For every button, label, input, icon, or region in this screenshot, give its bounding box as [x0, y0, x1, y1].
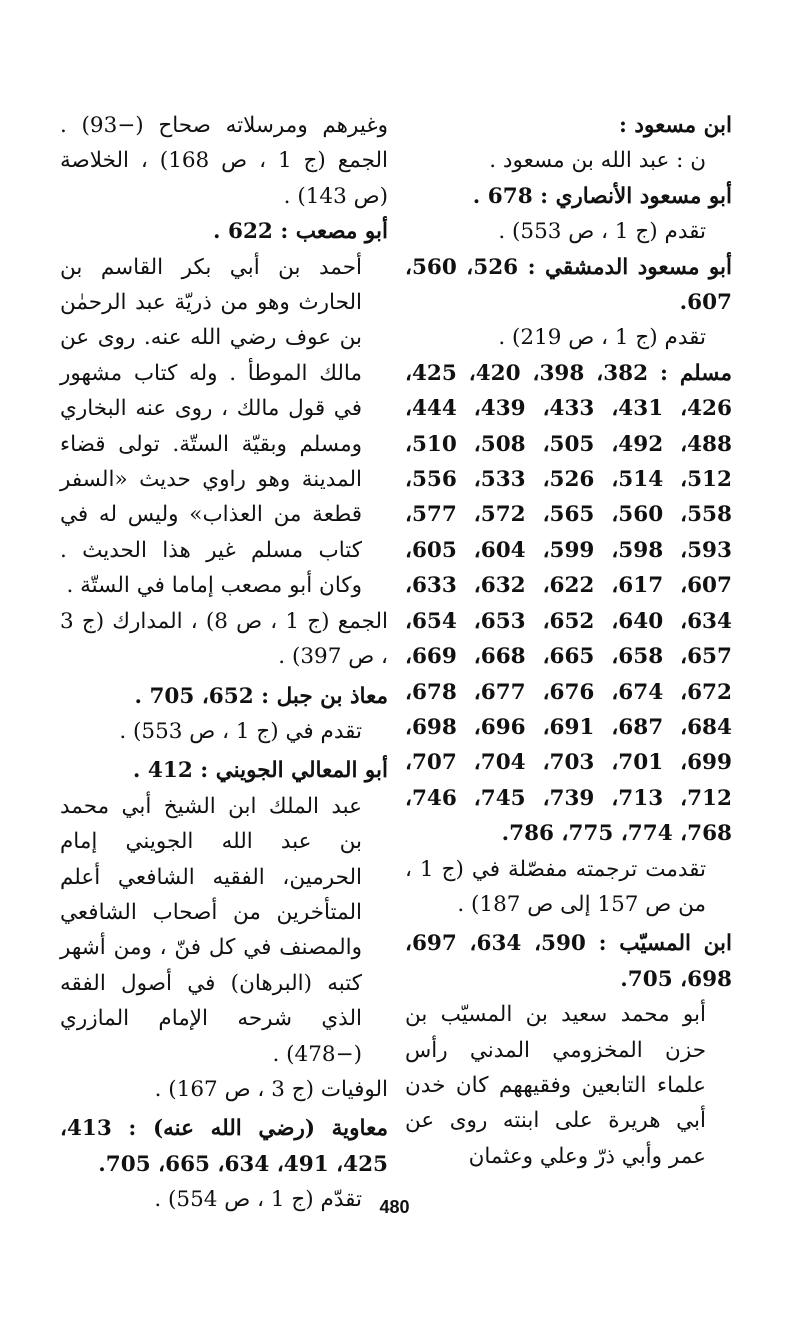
biography-text: أحمد بن أبي بكر القاسم بن الحارث وهو من ذريّة عبد الرحمٰن بن عوف رضي الله عنه. روى عن مالك الموطأ . وله كتاب مشهور في قول مالك ، روى عنه البخاري ومسلم وبقيّة الستّة. تولى قضاء المدينة وهو راوي حديث «السفر قطعة من العذاب» وليس له في كتاب مسلم غير هذا الحديث . وكان أبو مصعب إماما في الستّة . — [60, 254, 362, 599]
cross-reference: تقدم في (ج 1 ، ص 553) . — [119, 718, 362, 744]
index-entry: معاذ بن جبل : 652، 705 . — [134, 683, 388, 709]
cross-reference: تقدم (ج 1 ، ص 553) . — [498, 219, 706, 245]
index-entry: مسلم : 382، 398، 420، 425، 426، 431، 433، 439، 444، 488، 492، 505، 508، 510، 512، 514، 526، 533، 556، 558، 560، 565، 572، 577، 593، 598، 599، 604، 605، 607، 617، 622، 632، 633، 634، 640، 652، 653، 654، 657، 658، 665، 668، 669، 672، 674، 676، 677، 678، 684، 687، 691، 696، 698، 699، 701، 703، 704، 707، 712، 713، 739، 745، 746، 768، 774، 775، 786. — [405, 360, 732, 847]
cross-reference: تقدّم (ج 1 ، ص 554) . — [154, 1187, 362, 1213]
index-entry: معاوية (رضي الله عنه) : 413، 425، 491، 634، 665، 705. — [60, 1116, 388, 1177]
left-column — [60, 108, 388, 1218]
index-entry: أبو مسعود الدمشقي : 526، 560، 607. — [405, 254, 732, 316]
page-number: 480 — [379, 1197, 410, 1217]
cross-reference: ن : عبد الله بن مسعود . — [489, 148, 706, 174]
index-entry: ابن مسعود : — [619, 113, 732, 138]
biography-text: عبد الملك ابن الشيخ أبي محمد بن عبد الله الجويني إمام الحرمين، الفقيه الشافعي أعلم المتأخرين من أصحاب الشافعي والمصنف في كل فنّ ، ومن أشهر كتبه (البرهان) في أصول الفقه الذي شرحه الإمام المازري (−478) . — [60, 793, 362, 1067]
source-reference: الوفيات (ج 3 ، ص 167) . — [154, 1076, 388, 1102]
index-entry: أبو مسعود الأنصاري : 678 . — [472, 183, 732, 209]
biography-text: أبو محمد سعيد بن المسيّب بن حزن المخزومي المدني رأس علماء التابعين وفقيههم كان خدن أبي هريرة على ابنته روى عن عمر وأبي ذرّ وعلي وعثمان — [405, 1002, 706, 1169]
index-entry: أبو مصعب : 622 . — [213, 219, 388, 245]
biography-text: وغيرهم ومرسلاته صحاح (−93) . الجمع (ج 1 ، ص 168) ، الخلاصة (ص 143) . — [60, 113, 389, 209]
right-column — [405, 108, 732, 1174]
index-entry: ابن المسيّب : 590، 634، 697، 698، 705. — [405, 931, 732, 992]
source-reference: الجمع (ج 1 ، ص 8) ، المدارك (ج 3 ، ص 397) . — [60, 608, 388, 670]
cross-reference: تقدم (ج 1 ، ص 219) . — [498, 325, 706, 351]
cross-reference: تقدمت ترجمته مفصّلة في (ج 1 ، من ص 157 إلى ص 187) . — [405, 856, 706, 917]
index-entry: أبو المعالي الجويني : 412 . — [132, 758, 388, 784]
